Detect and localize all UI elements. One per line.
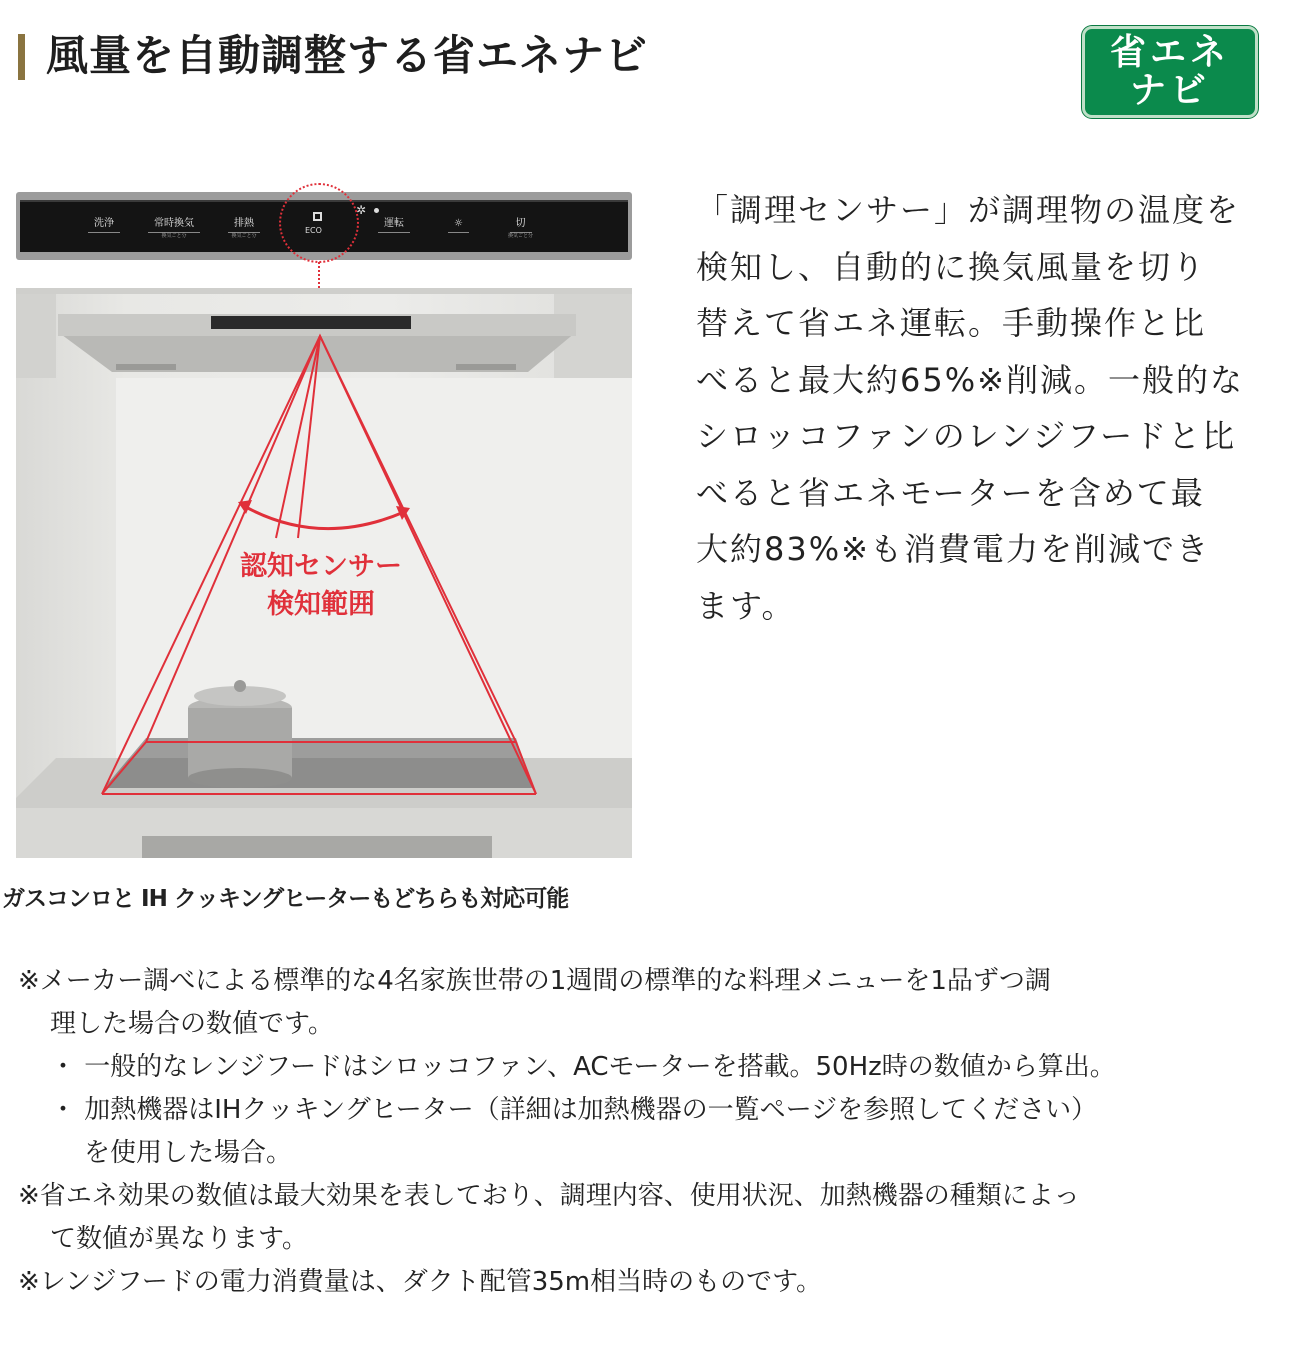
panel-button-label: 排熱: [228, 216, 260, 233]
badge-line-1: 省エネ: [1109, 32, 1230, 73]
footnote-line: を使用した場合。: [84, 1138, 293, 1168]
page-title: 風量を自動調整する省エネナビ: [46, 31, 649, 80]
footnote-line: ※省エネ効果の数値は最大効果を表しており、調理内容、使用状況、加熱機器の種類によっ: [18, 1181, 1080, 1211]
footnote-line: ※レンジフードの電力消費量は、ダクト配管35m相当時のものです。: [18, 1267, 823, 1297]
panel-button-off: [508, 216, 534, 239]
panel-button-sublabel: 換気ごと分: [161, 233, 187, 239]
eco-navi-badge: [1082, 26, 1258, 118]
panel-button-label: 常時換気: [148, 216, 200, 233]
pot-lid-knob: [234, 680, 246, 692]
sensor-label-line-2: 検知範囲: [267, 589, 375, 620]
panel-button-ventilation: [148, 216, 200, 239]
panel-button-label: 運転: [378, 216, 410, 233]
description-line: べると省エネモーターを含めて最: [696, 473, 1205, 512]
eco-label: ECO: [305, 226, 322, 235]
ceiling-edge: [16, 288, 632, 294]
description-line: シロッコファンのレンジフードと比: [696, 417, 1237, 455]
footnote-bullet: ・ 加熱機器はIHクッキングヒーター（詳細は加熱機器の一覧ページを参照してください）: [50, 1095, 1098, 1125]
photo-caption: ガスコンロと IH クッキングヒーターもどちらも対応可能: [2, 886, 569, 912]
grill-drawer: [142, 836, 492, 858]
footnotes: [18, 960, 1278, 1304]
footnote-bullet: ・ 一般的なレンジフードはシロッコファン、ACモーターを搭載。50Hz時の数値から算出。: [50, 1052, 1116, 1082]
footnote-line: て数値が異なります。: [50, 1224, 308, 1254]
fan-icon: ✲: [356, 203, 367, 217]
sensor-label-line-1: 認知センサー: [240, 551, 402, 582]
description-line: ます。: [696, 586, 796, 625]
upper-cabinet-left: [16, 288, 56, 378]
hood-control-strip: [211, 316, 411, 329]
panel-button-label: 切: [510, 216, 532, 233]
panel-button-sublabel: 換気ごと分: [231, 233, 257, 239]
title-accent-bar: [18, 34, 25, 80]
hood-filter-left: [116, 364, 176, 370]
hood-filter-right: [456, 364, 516, 370]
description-line: べると最大約65%※削減。一般的な: [696, 360, 1244, 399]
description-line: 「調理センサー」が調理物の温度を: [696, 191, 1241, 229]
panel-button-light: [448, 216, 469, 236]
pot-base: [188, 768, 292, 788]
panel-button-label: 洗浄: [88, 216, 120, 233]
light-icon: ☼: [448, 216, 469, 233]
panel-button-wash: [88, 216, 120, 236]
eco-sensor-highlight: [279, 183, 359, 263]
panel-button-exhaust: [228, 216, 260, 239]
sensor-range-label: [221, 548, 421, 624]
footnote-line: ※メーカー調べによる標準的な4名家族世帯の1週間の標準的な料理メニューを1品ずつ調: [18, 966, 1051, 996]
description-line: 替えて省エネ運転。手動操作と比: [696, 304, 1207, 342]
panel-button-run: [378, 216, 410, 236]
cooktop: [104, 738, 532, 788]
badge-line-2: ナビ: [1129, 70, 1210, 111]
description-line: 大約83%※も消費電力を削減でき: [696, 530, 1210, 568]
indicator-dot-icon: [374, 208, 379, 213]
description-line: 検知し、自動的に換気風量を切り: [696, 247, 1207, 286]
description: [696, 182, 1276, 634]
panel-button-sublabel: 換気ごと分: [508, 233, 534, 239]
footnote-line: 理した場合の数値です。: [50, 1009, 334, 1039]
